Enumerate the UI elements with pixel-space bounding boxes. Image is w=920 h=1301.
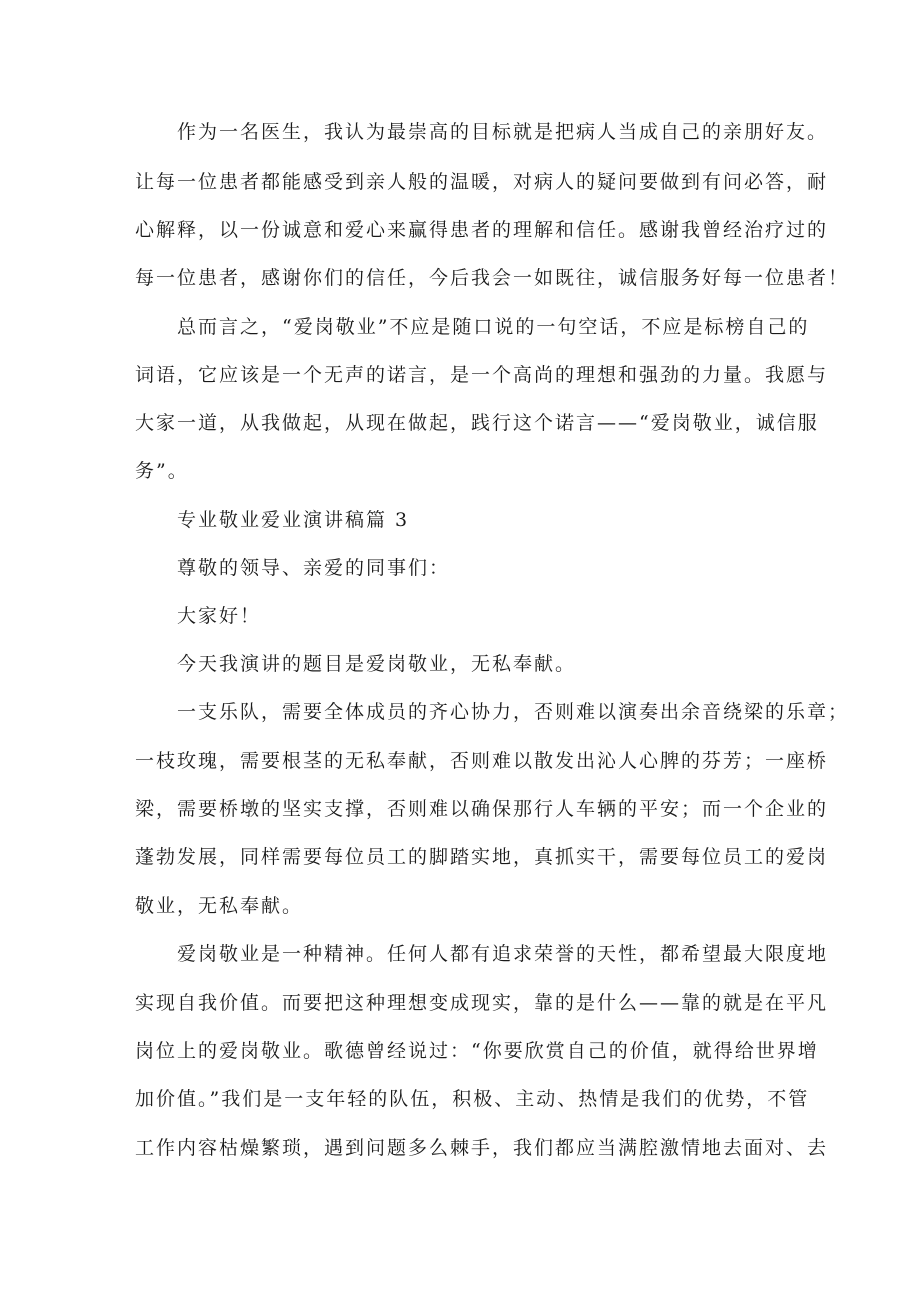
paragraph-line: 岗位上的爱岗敬业。歌德曾经说过：“你要欣赏自己的价值，就得给世界增 [135, 1040, 819, 1062]
greeting: 大家好！ [177, 605, 262, 627]
paragraph-line: 一枝玫瑰，需要根茎的无私奉献，否则难以散发出沁人心脾的芬芳；一座桥 [135, 750, 829, 772]
paragraph-line: 词语，它应该是一个无声的诺言，是一个高尚的理想和强劲的力量。我愿与 [135, 364, 829, 386]
paragraph-line: 爱岗敬业是一种精神。任何人都有追求荣誉的天性，都希望最大限度地 [177, 943, 829, 965]
paragraph-line: 一支乐队，需要全体成员的齐心协力，否则难以演奏出余音绕梁的乐章； [177, 701, 850, 723]
paragraph-line: 心解释，以一份诚意和爱心来赢得患者的理解和信任。感谢我曾经治疗过的 [135, 219, 829, 241]
paragraph-line: 务”。 [135, 460, 189, 482]
paragraph-line: 实现自我价值。而要把这种理想变成现实，靠的是什么——靠的就是在平凡 [135, 992, 829, 1014]
section-heading: 专业敬业爱业演讲稿篇 3 [177, 509, 410, 531]
paragraph-line: 梁，需要桥墩的坚实支撑，否则难以确保那行人车辆的平安；而一个企业的 [135, 798, 829, 820]
paragraph-line: 敬业，无私奉献。 [135, 895, 304, 917]
paragraph-line: 作为一名医生，我认为最崇高的目标就是把病人当成自己的亲朋好友。 [177, 121, 829, 143]
paragraph-line: 让每一位患者都能感受到亲人般的温暖，对病人的疑问要做到有问必答，耐 [135, 171, 829, 193]
salutation: 尊敬的领导、亲爱的同事们： [177, 557, 451, 579]
paragraph-line: 蓬勃发展，同样需要每位员工的脚踏实地，真抓实干，需要每位员工的爱岗 [135, 846, 829, 868]
topic-line: 今天我演讲的题目是爱岗敬业，无私奉献。 [177, 653, 577, 675]
paragraph-line: 工作内容枯燥繁琐，遇到问题多么棘手，我们都应当满腔激情地去面对、去 [135, 1137, 829, 1159]
paragraph-line: 总而言之，“爱岗敬业”不应是随口说的一句空话，不应是标榜自己的 [177, 316, 810, 338]
paragraph-line: 大家一道，从我做起，从现在做起，践行这个诺言——“爱岗敬业，诚信服 [135, 412, 819, 434]
paragraph-line: 加价值。”我们是一支年轻的队伍，积极、主动、热情是我们的优势，不管 [135, 1088, 810, 1110]
paragraph-line: 每一位患者，感谢你们的信任，今后我会一如既往，诚信服务好每一位患者！ [135, 267, 850, 289]
